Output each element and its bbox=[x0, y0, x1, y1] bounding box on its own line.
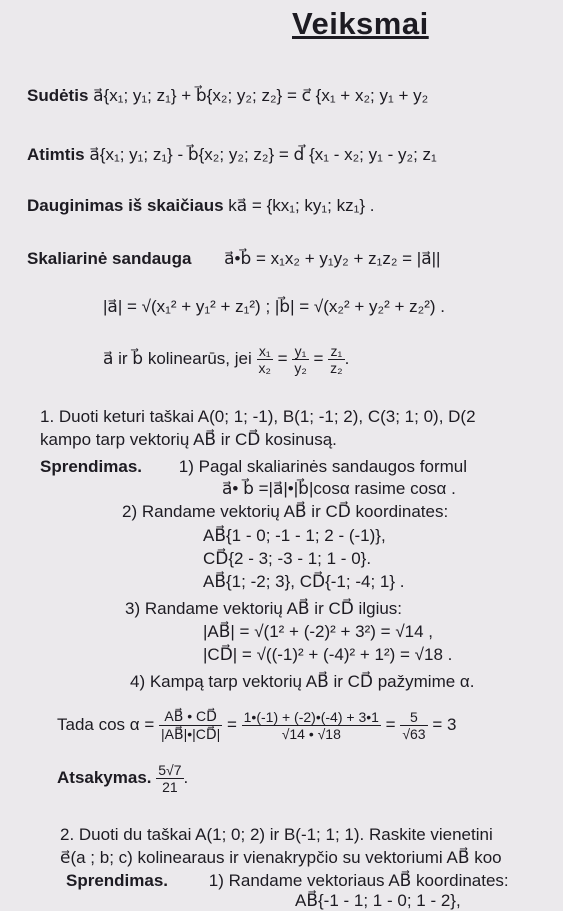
cos-fraction-vectors: $\frac{AB⃗ • CD⃗}{|AB⃗|•|CD⃗|}$ bbox=[160, 708, 221, 742]
cos-prefix: Tada cos α = bbox=[57, 714, 155, 734]
cos-fraction-values: $\frac{1•(-1) + (-2)•(-4) + 3•1}{√14 • √18}$ bbox=[243, 709, 379, 742]
problem2-solution-label: Sprendimas. bbox=[66, 871, 169, 890]
collinear-fraction-y: $\frac{\text{y₁}}{\text{y₂}}$ bbox=[294, 343, 307, 376]
problem2-statement-line2: e⃗(a ; b; c) kolinearaus ir vienakrypčio su vektoriumi AB⃗ koo bbox=[60, 848, 502, 867]
problem1-step2-line2: CD⃗{2 - 3; -3 - 1; 1 - 0}. bbox=[203, 549, 372, 568]
problem1-step2-line1: AB⃗{1 - 0; -1 - 1; 2 - (-1)}, bbox=[203, 526, 386, 545]
problem1-step1-formula: a⃗• b⃗ =|a⃗|•|b⃗|cosα rasime cosα . bbox=[222, 479, 456, 498]
problem1-step1 bbox=[40, 457, 467, 477]
problem1-statement-line1: 1. Duoti keturi taškai A(0; 1; -1), B(1; -1; 2), C(3; 1; 0), D(2 bbox=[40, 407, 476, 426]
dot-product-label: Skaliarinė sandauga bbox=[27, 249, 192, 268]
difference-label: Atimtis bbox=[27, 145, 85, 164]
problem1-step3-line2: |CD⃗| = √((-1)² + (-4)² + 1²) = √18 . bbox=[203, 645, 453, 664]
collinear-fraction-z: $\frac{\text{z₁}}{\text{z₂}}$ bbox=[330, 343, 343, 376]
cos-fraction-result: $\frac{5}{√63}$ bbox=[402, 709, 426, 742]
problem2-step1-line1: AB⃗{-1 - 1; 1 - 0; 1 - 2}, bbox=[295, 891, 461, 910]
collinear-fraction-x: $\frac{\text{x₁}}{\text{x₂}}$ bbox=[258, 343, 271, 376]
problem1-step3-line1: |AB⃗| = √(1² + (-2)² + 3²) = √14 , bbox=[203, 622, 433, 641]
problem1-solution-label: Sprendimas. bbox=[40, 457, 143, 476]
length-formula: |a⃗| = √(x₁² + y₁² + z₁²) ; |b⃗| = √(x₂² + y₂² + z₂²) . bbox=[103, 297, 446, 316]
problem1-step2-line3: AB⃗{1; -2; 3}, CD⃗{-1; -4; 1} . bbox=[203, 572, 405, 591]
page-title: Veiksmai bbox=[292, 6, 429, 41]
multiplication-label: Dauginimas iš skaičiaus bbox=[27, 196, 224, 215]
problem2-step1-text: 1) Randame vektoriaus AB⃗ koordinates: bbox=[208, 871, 509, 890]
sum-rule bbox=[27, 86, 428, 106]
problem2-statement-line1: 2. Duoti du taškai A(1; 0; 2) ir B(-1; 1; 1). Raskite vienetini bbox=[60, 825, 493, 844]
problem1-statement-line2: kampo tarp vektorių AB⃗ ir CD⃗ kosinusą. bbox=[40, 430, 337, 449]
answer-fraction: $\frac{5√7}{21}$ bbox=[158, 762, 182, 795]
cos-tail: = 3 bbox=[432, 714, 457, 734]
collinearity-text: a⃗ ir b⃗ kolinearūs, jei bbox=[103, 348, 252, 368]
dot-product-formula: a⃗•b⃗ = x₁x₂ + y₁y₂ + z₁z₂ = |a⃗|| bbox=[224, 249, 441, 268]
problem1-step2: 2) Randame vektorių AB⃗ ir CD⃗ koordinates: bbox=[122, 502, 449, 521]
difference-formula: a⃗{x₁; y₁; z₁} - b⃗{x₂; y₂; z₂} = d⃗ {x₁ - x₂; y₁ - y₂; z₁ bbox=[89, 145, 437, 164]
multiplication-formula: ka⃗ = {kx₁; ky₁; kz₁} . bbox=[228, 196, 375, 215]
difference-rule bbox=[27, 145, 437, 165]
problem2-step1 bbox=[66, 871, 509, 891]
problem1-step1-text: 1) Pagal skaliarinės sandaugos formul bbox=[178, 457, 467, 476]
problem1-step4: 4) Kampą tarp vektorių AB⃗ ir CD⃗ pažymime α. bbox=[130, 672, 475, 691]
cosine-computation: Tada cos α = $\frac{AB⃗ • CD⃗}{|AB⃗|•|CD⃗|}$ = $\frac{1•(-1) + (-2)•(-4) + 3•1}{√14 • √18}$ = $\frac{5}{√63}$ = 3 bbox=[57, 708, 457, 742]
problem1-step3: 3) Randame vektorių AB⃗ ir CD⃗ ilgius: bbox=[125, 599, 403, 618]
dot-product-rule bbox=[27, 249, 440, 269]
scalar-multiplication-rule bbox=[27, 196, 374, 216]
collinearity-rule: a⃗ ir b⃗ kolinearūs, jei $\frac{\text{x₁}}{\text{x₂}}$ = $\frac{\text{y₁}}{\text{y₂}}$ = $\frac{\text{z₁}}{\text{z₂}}$ . bbox=[103, 343, 350, 376]
sum-formula: a⃗{x₁; y₁; z₁} + b⃗{x₂; y₂; z₂} = c⃗ {x₁ + x₂; y₁ + y₂ bbox=[93, 86, 429, 105]
problem1-answer: Atsakymas. $\frac{5√7}{21}$ . bbox=[57, 762, 189, 795]
answer-label: Atsakymas. bbox=[57, 767, 152, 787]
sum-label: Sudėtis bbox=[27, 86, 89, 105]
